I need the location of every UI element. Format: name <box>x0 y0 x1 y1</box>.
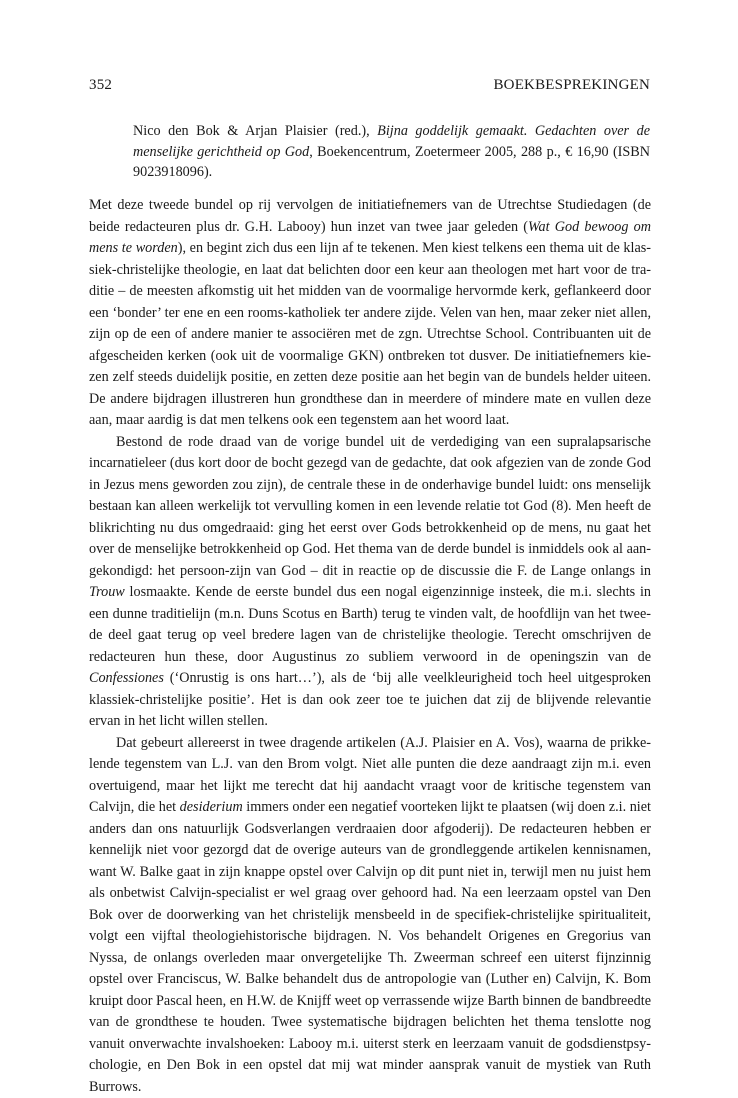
paragraph-text: losmaakte. Kende de eerste bundel dus een nogal eigenzinnige insteek, die m.i. slechts in een dunne traditielijn (m.n. Duns Scotus en Barth) terug te vinden valt, de hoofdlijn van het tweede deel gaat terug op veel bredere lagen van de christelijke theologie. Terecht omschrijven de redacteuren hun these, door Augustinus zo subliem verwoord in de openingszin van de <box>89 584 651 665</box>
paragraph-1 <box>89 195 651 432</box>
citation-title: Bijna goddelijk gemaakt. Gedachten over de menselijke gerichtheid op God <box>133 123 650 160</box>
paragraph-2 <box>89 432 651 733</box>
paragraph-text: Dat gebeurt allereerst in twee dragende artikelen (A.J. Plaisier en A. Vos), waarna de prikkelende tegenstem van L.J. van den Brom volgt. Niet alle punten die deze aandraagt zijn m.i. even overtuigend, maar het lijkt me terecht dat hij aandacht vraagt voor de kritische tegenstem van Calvijn, die het <box>89 735 651 816</box>
page-number: 352 <box>89 77 112 94</box>
running-head <box>89 77 650 94</box>
paragraph-text: Bestond de rode draad van de vorige bundel uit de verdediging van een supralapsarische incarnatieleer (dus kort door de bocht gezegd van de gedachte, dat ook afgezien van de zonde God in Jezus mens geworden zou zijn), de centrale these in de onderhavige bundel luidt: ons menselijk bestaan kan alleen werkelijk tot vervulling komen in een levende relatie tot God (8). Men heeft de blikrichting nu dus omgedraaid: ging het eerst over Gods betrokkenheid op de mens, nu gaat het over de menselijke betrokkenheid op God. Het thema van de derde bundel is inmiddels ook al aangekondigd: het persoon-zijn van God – dit in reactie op de discussie die F. de Lange onlangs in <box>89 434 651 579</box>
citation-authors: Nico den Bok & Arjan Plaisier (red.), <box>133 123 370 139</box>
paragraph-text: immers onder een negatief voorteken lijkt te plaatsen (wij doen z.i. niet anders dan ons natuurlijk Godsverlangen verdraaien door afgoderij). De redacteuren hebben er kennelijk niet voor gezorgd dat de overige auteurs van de grondleggende artikelen kennisnamen, want W. Balke gaat in zijn knappe opstel over Calvijn op dit punt niet in, terwijl men nu juist hem als onbetwist Calvijn-specialist er wel graag over gehoord had. Na een leerzaam opstel van Den Bok over de doorwerking van het christelijk mensbeeld in de specifiek-christelijke spiritualiteit, volgt een vijftal theologiehistorische bijdragen. N. Vos behandelt Origenes en Gregorius van Nyssa, de onlangs overleden maar onvergetelijke Th. Zweerman schreef een uiterst fijnzinnig opstel over Franciscus, W. Balke behandelt dus de antropologie van (Luther en) Calvijn, K. Bom kruipt door Pascal heen, en H.W. de Knijff weet op verrassende wijze Barth binnen de bandbreedte van de grondthese te houden. Twee systematische bijdragen belichten het thema tenslotte nog vanuit onverwachte invalshoeken: Labooy m.i. uiterst sterk en leerzaam vanuit de godsdienstpsychologie, en Den Bok in een opstel dat mij wat minder aansprak vanuit de mystiek van Ruth Burrows. <box>89 799 651 1095</box>
italic-term: desiderium <box>180 799 243 815</box>
book-citation <box>133 121 650 183</box>
italic-title: Trouw <box>89 584 125 600</box>
paragraph-text: ), en begint zich dus een lijn af te tekenen. Men kiest telkens een thema uit de klassiek-christelijke theologie, en laat dat belichten door een keur aan theologen met hart voor de traditie – de meesten afkomstig uit het midden van de voormalige hervormde kerk, geflankeerd door een ‘bonder’ ter ene en een rooms-katholiek ter andere zijde. Velen van hen, maar zeker niet allen, zijn op de een of andere manier te associëren met de zgn. Utrechtse School. Contribuanten uit de afgescheiden kerken (ook uit de voormalige GKN) ontbreken tot dusver. De initiatiefnemers kiezen zelf steeds duidelijk positie, en zetten deze positie aan het begin van de bundels helder uiteen. De andere bijdragen illustreren hun grondthese dan in meerdere of mindere mate en vullen deze aan, maar aardig is dat men telkens ook een tegenstem aan het woord laat. <box>89 240 651 428</box>
review-body <box>89 195 651 1098</box>
italic-title: Confessiones <box>89 670 164 686</box>
paragraph-3 <box>89 733 651 1098</box>
italic-title: Wat God bewoog om mens te worden <box>89 219 651 257</box>
section-title: BOEKBESPREKINGEN <box>493 77 650 94</box>
citation-publisher: , Boekencentrum, Zoetermeer 2005, 288 p., € 16,90 (ISBN 9023918096). <box>133 144 650 181</box>
paragraph-text: (‘Onrustig is ons hart…’), als de ‘bij alle veelkleurigheid toch heel uitgesproken klassiek-christelijke positie’. Het is dan ook zeer toe te juichen dat zij de blijvende relevantie ervan in het licht willen stellen. <box>89 670 651 729</box>
paragraph-text: Met deze tweede bundel op rij vervolgen de initiatiefnemers van de Utrechtse Studiedagen (de beide redacteuren plus dr. G.H. Labooy) hun inzet van twee jaar geleden ( <box>89 197 651 235</box>
